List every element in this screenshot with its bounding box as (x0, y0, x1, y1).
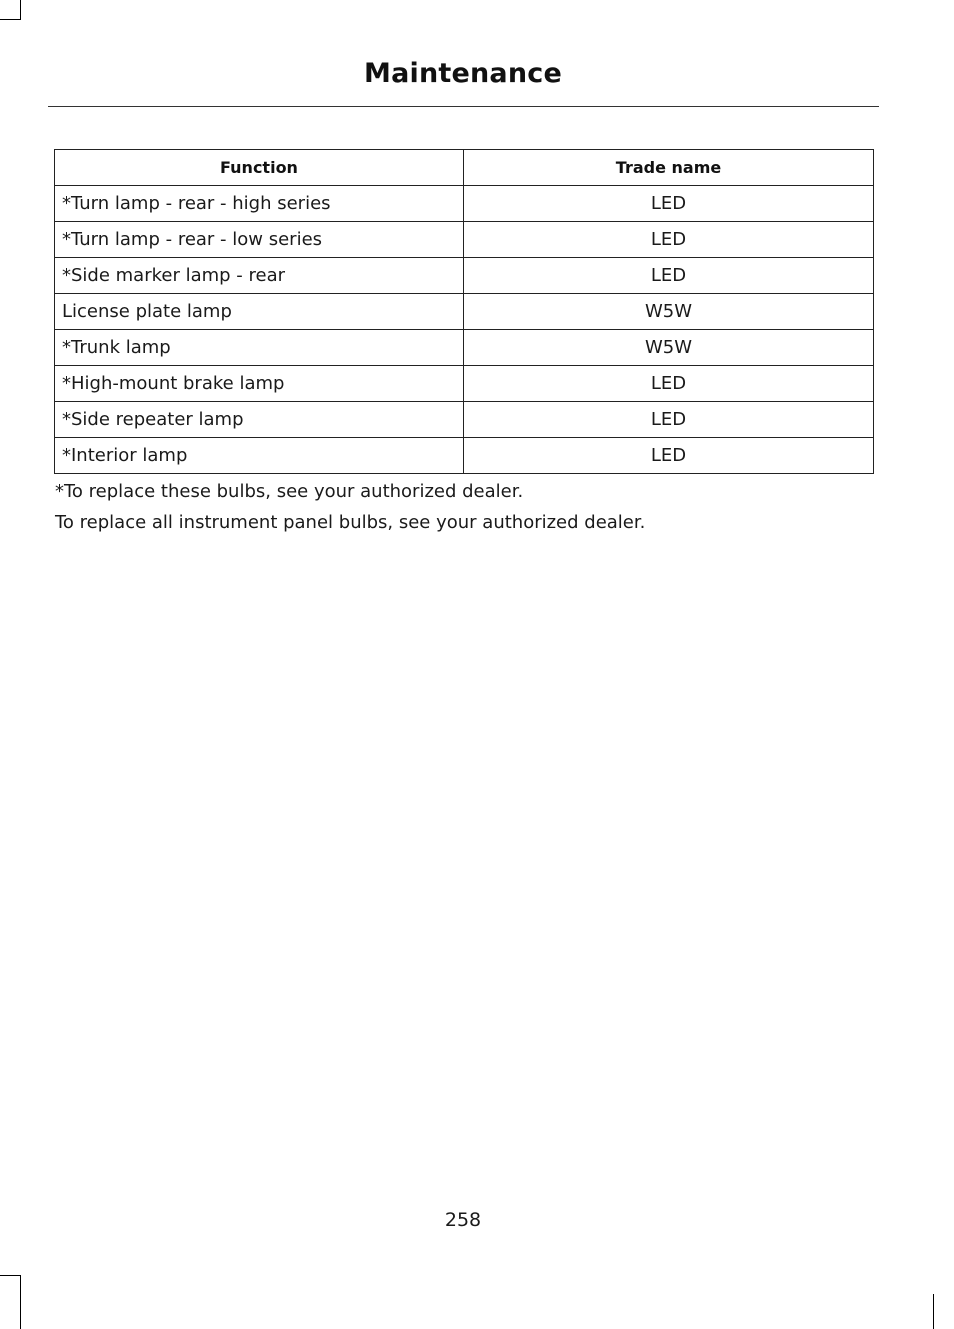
crop-mark-bottom-right-vertical (933, 1294, 934, 1329)
crop-mark-top-left-vertical (20, 0, 21, 19)
table-header-row (55, 150, 874, 186)
crop-mark-bottom-left-horizontal (0, 1275, 21, 1276)
trade-name-cell: LED (464, 186, 874, 222)
trade-name-cell: LED (464, 402, 874, 438)
table-row (55, 222, 874, 258)
column-header-trade-name: Trade name (464, 150, 874, 186)
table-row (55, 438, 874, 474)
title-divider (48, 106, 879, 107)
footnote-text: *To replace these bulbs, see your authorized dealer. (55, 481, 524, 502)
trade-name-cell: LED (464, 438, 874, 474)
function-cell: *High-mount brake lamp (55, 366, 464, 402)
bulb-specification-table (54, 149, 874, 474)
table-row (55, 330, 874, 366)
function-cell: *Interior lamp (55, 438, 464, 474)
crop-mark-bottom-left-vertical (20, 1275, 21, 1329)
table-row (55, 258, 874, 294)
function-cell: *Side marker lamp - rear (55, 258, 464, 294)
table-row (55, 294, 874, 330)
trade-name-cell: LED (464, 258, 874, 294)
function-cell: *Trunk lamp (55, 330, 464, 366)
trade-name-cell: W5W (464, 294, 874, 330)
trade-name-cell: LED (464, 366, 874, 402)
page-title: Maintenance (364, 58, 562, 89)
function-cell: License plate lamp (55, 294, 464, 330)
trade-name-cell: W5W (464, 330, 874, 366)
instrument-panel-note: To replace all instrument panel bulbs, see your authorized dealer. (55, 512, 646, 533)
crop-mark-top-left-horizontal (0, 19, 21, 20)
trade-name-cell: LED (464, 222, 874, 258)
function-cell: *Turn lamp - rear - high series (55, 186, 464, 222)
column-header-function: Function (55, 150, 464, 186)
table-row (55, 366, 874, 402)
table-row (55, 186, 874, 222)
function-cell: *Turn lamp - rear - low series (55, 222, 464, 258)
page-number: 258 (444, 1209, 482, 1231)
function-cell: *Side repeater lamp (55, 402, 464, 438)
table-row (55, 402, 874, 438)
